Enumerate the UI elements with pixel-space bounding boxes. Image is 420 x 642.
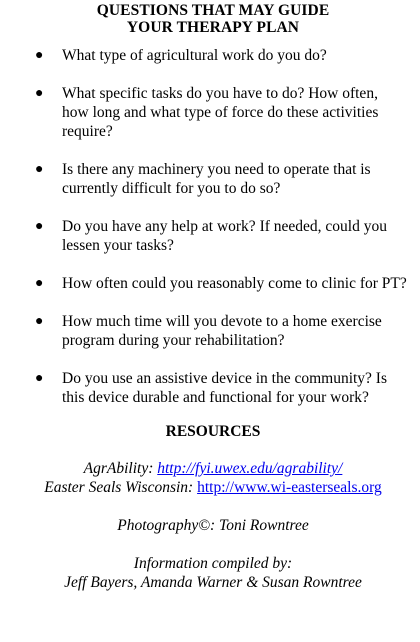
list-item bbox=[18, 46, 408, 65]
list-item bbox=[18, 369, 408, 407]
question-text: Is there any machinery you need to operate that is currently difficult for you to do so? bbox=[62, 161, 371, 197]
page-title bbox=[18, 2, 408, 36]
bullet-icon: ● bbox=[35, 219, 44, 234]
question-text: How often could you reasonably come to clinic for PT? bbox=[62, 275, 407, 292]
resources-heading: RESOURCES bbox=[165, 423, 261, 440]
list-item bbox=[18, 312, 408, 350]
agrability-link[interactable]: http://fyi.uwex.edu/agrability/ bbox=[157, 460, 343, 477]
question-text: What specific tasks do you have to do? How often, how long and what type of force do these activities require? bbox=[62, 85, 379, 140]
bullet-icon: ● bbox=[35, 314, 44, 329]
resource-easterseals bbox=[18, 478, 408, 497]
list-item bbox=[18, 274, 408, 293]
question-list bbox=[18, 46, 408, 407]
bullet-icon: ● bbox=[35, 86, 44, 101]
resource-agrability bbox=[18, 459, 408, 478]
question-text: Do you use an assistive device in the community? Is this device durable and functional for your work? bbox=[62, 370, 388, 406]
bullet-icon: ● bbox=[35, 48, 44, 63]
compiled-names: Jeff Bayers, Amanda Warner & Susan Rowntree bbox=[64, 574, 362, 591]
question-text: How much time will you devote to a home exercise program during your rehabilitation? bbox=[62, 313, 382, 349]
title-line-1: QUESTIONS THAT MAY GUIDE bbox=[96, 2, 330, 19]
list-item bbox=[18, 217, 408, 255]
list-item bbox=[18, 160, 408, 198]
question-text: Do you have any help at work? If needed, could you lessen your tasks? bbox=[62, 218, 387, 254]
bullet-icon: ● bbox=[35, 276, 44, 291]
easterseals-label: Easter Seals Wisconsin: bbox=[44, 479, 194, 496]
title-line-2: YOUR THERAPY PLAN bbox=[126, 19, 300, 36]
compiled-label: Information compiled by: bbox=[133, 555, 293, 572]
resources-block bbox=[18, 459, 408, 497]
question-text: What type of agricultural work do you do? bbox=[62, 47, 327, 64]
easterseals-link[interactable]: http://www.wi-easterseals.org bbox=[197, 479, 382, 496]
agrability-label: AgrAbility: bbox=[83, 460, 154, 477]
compiled-credit bbox=[18, 554, 408, 592]
bullet-icon: ● bbox=[35, 371, 44, 386]
photography-credit: Photography©: Toni Rowntree bbox=[117, 517, 309, 534]
bullet-icon: ● bbox=[35, 162, 44, 177]
list-item bbox=[18, 84, 408, 141]
